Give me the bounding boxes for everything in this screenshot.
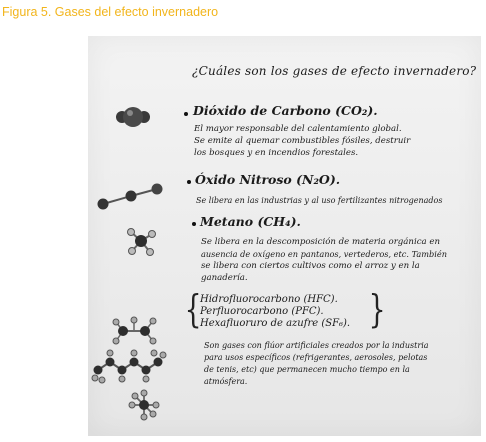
ch4-line-4: ganadería. [201,273,248,283]
ch4-molecule-icon [125,226,157,256]
poster-title: ¿Cuáles son los gases de efecto invernadero? [192,64,477,78]
sf6-item: Hexafluoruro de azufre (SF₆). [200,318,351,329]
figure-caption: Figura 5. Gases del efecto invernadero [2,5,219,19]
n2o-line-1: Se libera en las industrias y al uso fertilizantes nitrogenados [196,196,443,205]
co2-heading: Dióxido de Carbono (CO₂). [193,103,378,118]
ch4-line-2: ausencia de oxígeno en pantanos, vertederos, etc. También [201,249,448,259]
co2-bullet [184,112,188,116]
fluor-line-2: para usos específicos (refrigerantes, aerosoles, pelotas [204,353,428,362]
left-brace: { [184,287,202,331]
right-brace: } [368,287,386,331]
fluor-line-3: de tenis, etc) que permanecen mucho tiempo en la [204,365,410,374]
co2-line-2: Se emite al quemar combustibles fósiles, destruir [194,136,411,146]
co2-line-3: los bosques y en incendios forestales. [194,148,359,158]
hfc-item: Hidrofluorocarbono (HFC). [200,294,338,305]
ch4-bullet [192,222,196,226]
fluor-line-4: atmósfera. [204,377,248,386]
n2o-molecule-icon [95,184,165,212]
hfc-molecule-icon [113,316,157,346]
n2o-bullet [187,180,191,184]
ch4-heading: Metano (CH₄). [200,214,301,229]
co2-molecule-icon [115,102,151,134]
ch4-line-3: se libera con ciertos cultivos como el arroz y en la [201,261,420,271]
sf6-molecule-icon [128,390,160,420]
co2-line-1: El mayor responsable del calentamiento global. [194,124,402,134]
pfc-molecule-icon [92,350,166,384]
n2o-heading: Óxido Nitroso (N₂O). [195,172,341,187]
fluor-line-1: Son gases con flúor artificiales creados por la industria [204,341,429,350]
ch4-line-1: Se libera en la descomposición de materia orgánica en [201,237,440,247]
pfc-item: Perfluorocarbono (PFC). [200,306,324,317]
